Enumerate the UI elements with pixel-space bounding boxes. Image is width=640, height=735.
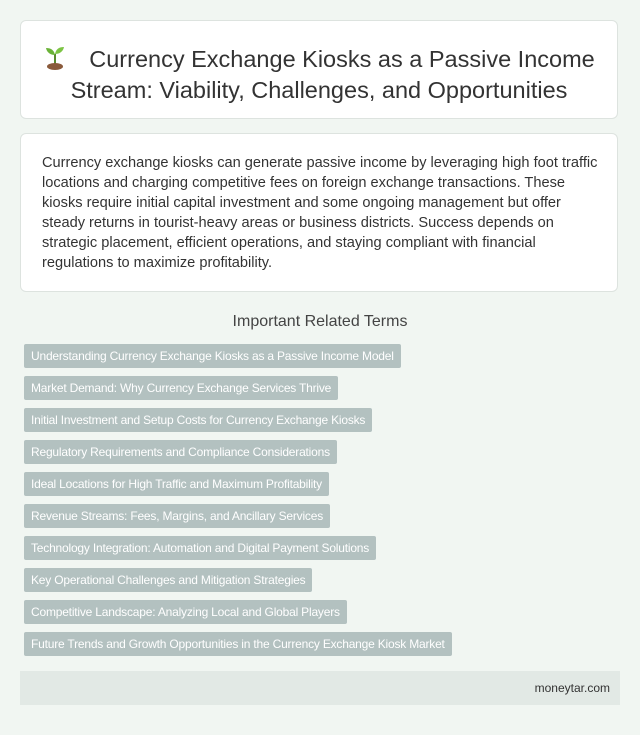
related-term-tag[interactable]: Initial Investment and Setup Costs for Currency Exchange Kiosks xyxy=(24,408,372,432)
sprout-icon xyxy=(43,44,67,70)
footer-site-link[interactable]: moneytar.com xyxy=(534,681,610,695)
related-term-tag[interactable]: Regulatory Requirements and Compliance Considerations xyxy=(24,440,337,464)
related-term-tag[interactable]: Key Operational Challenges and Mitigation Strategies xyxy=(24,568,312,592)
intro-card xyxy=(20,133,618,292)
footer xyxy=(20,671,620,705)
intro-paragraph: Currency exchange kiosks can generate passive income by leveraging high foot traffic locations and charging competitive fees on foreign exchange transactions. These kiosks require initial capital investment and some ongoing management but offer steady returns in tourist-heavy areas or business districts. Success depends on strategic placement, efficient operations, and staying compliant with financial regulations to maximize profitability. xyxy=(42,155,598,271)
related-term-tag[interactable]: Technology Integration: Automation and Digital Payment Solutions xyxy=(24,536,376,560)
related-terms-list xyxy=(24,344,452,664)
page-title-text: Currency Exchange Kiosks as a Passive Income Stream: Viability, Challenges, and Opportunities xyxy=(70,46,595,103)
page-title xyxy=(21,44,617,106)
related-term-tag[interactable]: Future Trends and Growth Opportunities in the Currency Exchange Kiosk Market xyxy=(24,632,452,656)
related-term-tag[interactable]: Understanding Currency Exchange Kiosks as a Passive Income Model xyxy=(24,344,401,368)
related-term-tag[interactable]: Competitive Landscape: Analyzing Local and Global Players xyxy=(24,600,347,624)
related-term-tag[interactable]: Ideal Locations for High Traffic and Maximum Profitability xyxy=(24,472,329,496)
related-terms-heading: Important Related Terms xyxy=(232,313,408,330)
related-term-tag[interactable]: Revenue Streams: Fees, Margins, and Ancillary Services xyxy=(24,504,330,528)
related-term-tag[interactable]: Market Demand: Why Currency Exchange Services Thrive xyxy=(24,376,338,400)
title-card xyxy=(20,20,618,119)
